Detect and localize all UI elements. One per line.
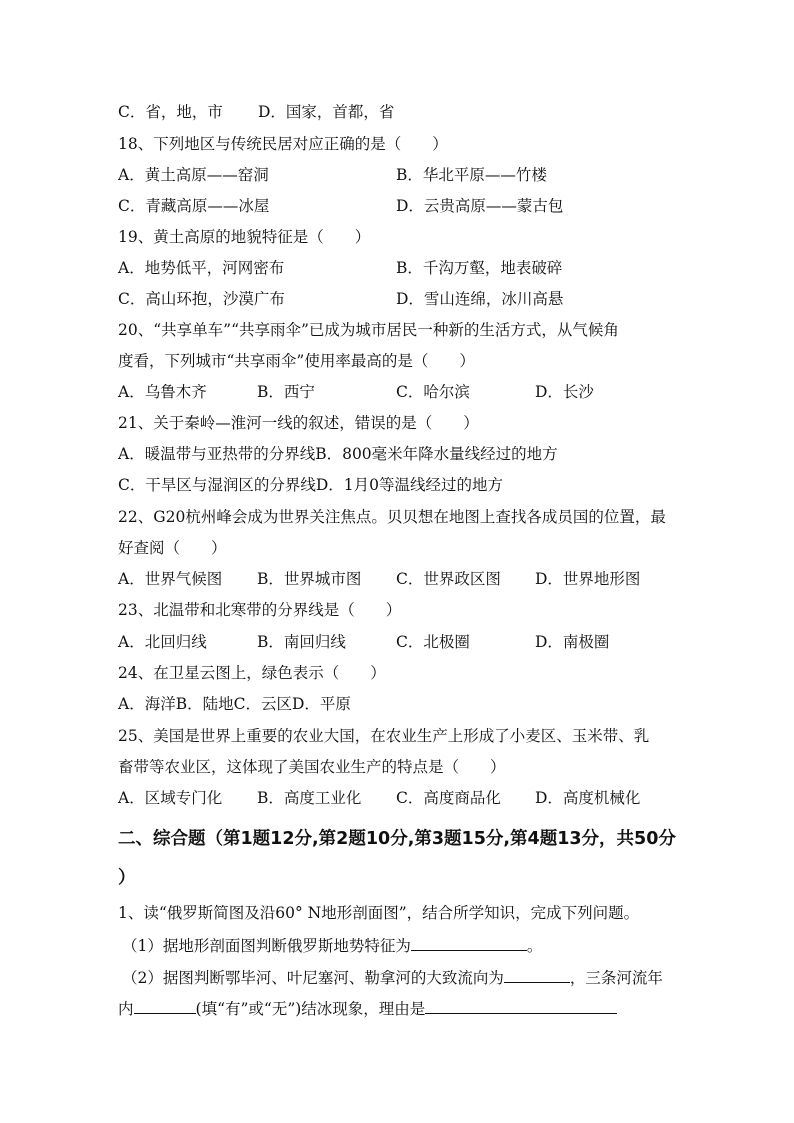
question-23: 23、北温带和北寒带的分界线是（ ）	[118, 601, 402, 619]
option-b: B．高度工业化	[257, 789, 362, 807]
option-a: A．乌鲁木齐	[118, 383, 207, 401]
option-d: D．国家，首都，省	[258, 103, 395, 121]
section-2-heading: 二、综合题（第1题12分,第2题10分,第3题15分,第4题13分，共50分	[118, 829, 676, 849]
question-21: 21、关于秦岭—淮河一线的叙述，错误的是（ ）	[118, 414, 479, 432]
essay-question-1: 1、读“俄罗斯简图及沿60° N地形剖面图”，结合所学知识，完成下列问题。	[118, 904, 640, 922]
question-19: 19、黄土高原的地貌特征是（ ）	[118, 228, 371, 246]
question-22-line1: 22、G20杭州峰会成为世界关注焦点。贝贝想在地图上查找各成员国的位置，最	[118, 508, 666, 526]
option-d: D．世界地形图	[535, 570, 641, 588]
q21-options-cd: C．干旱区与湿润区的分界线D．1月0等温线经过的地方	[118, 476, 504, 494]
option-a: A．区域专门化	[118, 789, 223, 807]
option-b: B．南回归线	[257, 633, 346, 651]
section-2-heading-end: ）	[118, 868, 136, 888]
question-20-line2: 度看，下列城市“共享雨伞”使用率最高的是（ ）	[118, 352, 475, 370]
question-22-line2: 好查阅（ ）	[118, 539, 227, 557]
part1-end: 。	[526, 937, 543, 955]
part1-text: （1）据地形剖面图判断俄罗斯地势特征为	[122, 937, 411, 955]
part2-line2-mid: (填“有”或“无”)结冰现象，理由是	[195, 1000, 426, 1018]
answer-blank[interactable]	[504, 966, 570, 983]
option-b: B．华北平原——竹楼	[396, 166, 547, 184]
q21-options-ab: A．暖温带与亚热带的分界线B．800毫米年降水量线经过的地方	[118, 445, 558, 463]
option-c: C．高度商品化	[396, 789, 501, 807]
option-c: C．高山环抱，沙漠广布	[118, 290, 285, 308]
option-b: B．西宁	[257, 383, 315, 401]
question-25-line1: 25、美国是世界上重要的农业大国，在农业生产上形成了小麦区、玉米带、乳	[118, 727, 650, 745]
essay-q1-part2-line2	[118, 997, 617, 1019]
question-20-line1: 20、“共享单车”“共享雨伞”已成为城市居民一种新的生活方式，从气候角	[118, 321, 619, 339]
q24-options: A．海洋B．陆地C．云区D．平原	[118, 695, 351, 713]
option-b: B．千沟万壑，地表破碎	[396, 259, 563, 277]
option-a: A．地势低平，河网密布	[118, 259, 285, 277]
option-a: A．北回归线	[118, 633, 207, 651]
option-c: C．哈尔滨	[396, 383, 470, 401]
question-25-line2: 畜带等农业区，这体现了美国农业生产的特点是（ ）	[118, 758, 506, 776]
option-c: C．省，地，市	[118, 103, 223, 121]
option-d: D．云贵高原——蒙古包	[396, 197, 564, 215]
option-d: D．雪山连绵，冰川高悬	[396, 290, 564, 308]
question-24: 24、在卫星云图上，绿色表示（ ）	[118, 664, 386, 682]
option-d: D．长沙	[535, 383, 594, 401]
part2-text-cont: ，三条河流年	[569, 969, 663, 987]
essay-q1-part1	[122, 934, 542, 956]
option-d: D．南极圈	[535, 633, 610, 651]
option-c: C．青藏高原——冰屋	[118, 197, 270, 215]
option-c: C．北极圈	[396, 633, 470, 651]
option-d: D．高度机械化	[535, 789, 641, 807]
option-b: B．世界城市图	[257, 570, 362, 588]
answer-blank[interactable]	[134, 997, 196, 1014]
option-c: C．世界政区图	[396, 570, 501, 588]
answer-blank[interactable]	[411, 934, 527, 951]
option-a: A．黄土高原——窑洞	[118, 166, 269, 184]
question-18: 18、下列地区与传统民居对应正确的是（ ）	[118, 135, 448, 153]
essay-q1-part2-line1	[122, 966, 663, 988]
part2-line2-start: 内	[118, 1000, 134, 1018]
part2-text: （2）据图判断鄂毕河、叶尼塞河、勒拿河的大致流向为	[122, 969, 504, 987]
answer-blank[interactable]	[425, 997, 617, 1014]
option-a: A．世界气候图	[118, 570, 223, 588]
